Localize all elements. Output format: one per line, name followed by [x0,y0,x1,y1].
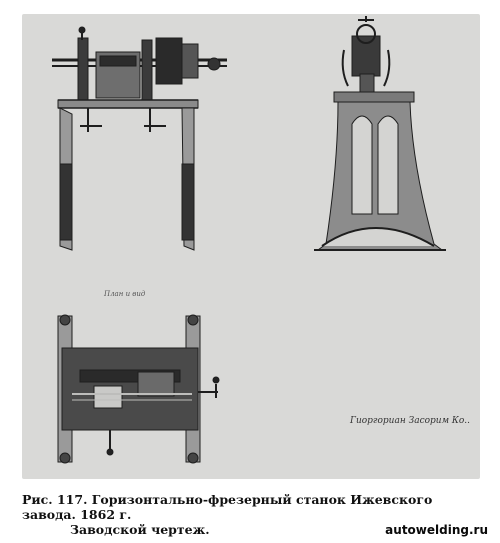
front-view [52,27,227,250]
plan-view [58,315,219,463]
drawing-plate [22,14,480,479]
plan-note: План и вид [104,290,146,298]
signature: Гиоргориан Засорим Ко.. [350,416,471,426]
caption-line-1: Рис. 117. Горизонтально-фрезерный станок Ижевского завода. 1862 г. [22,492,433,522]
side-view [314,16,446,250]
machine-drawing [22,14,480,479]
caption-line-2: Заводской чертеж. [70,522,210,537]
watermark-link[interactable]: autowelding.ru [385,523,488,537]
